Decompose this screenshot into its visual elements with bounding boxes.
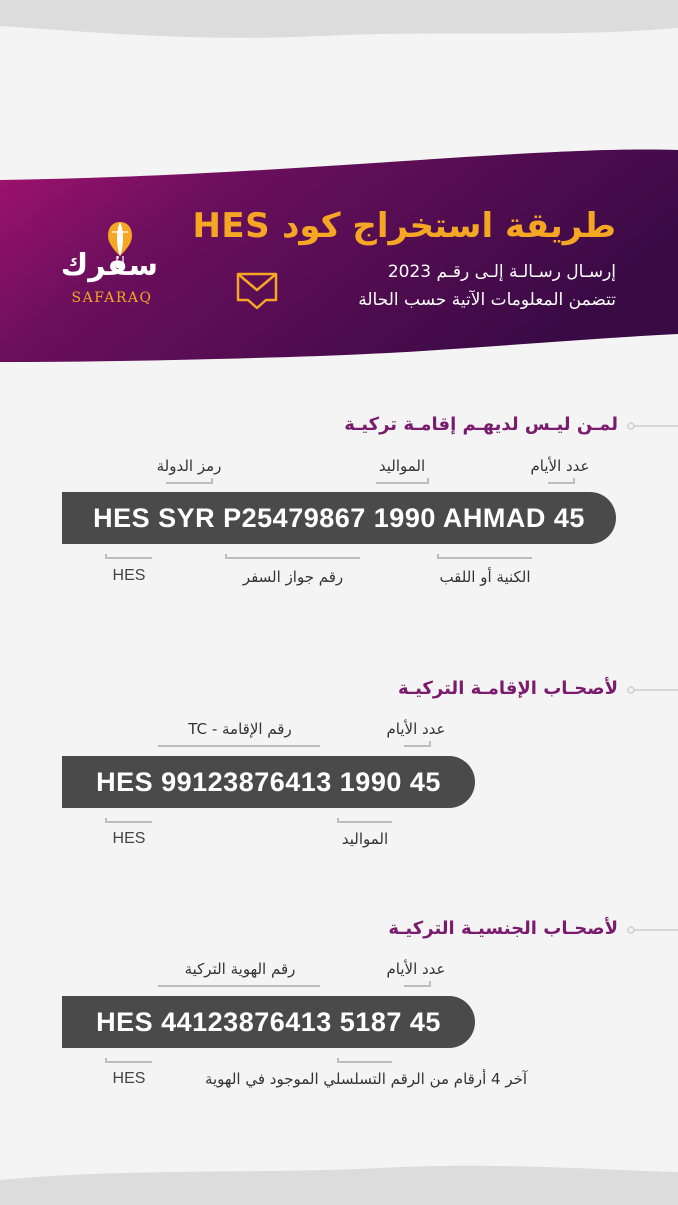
section-title-no-residence: لمـن ليـس لديهـم إقامـة تركيـة — [344, 414, 618, 435]
bottom-wave — [0, 1166, 678, 1205]
label-turkish-id-number: رقم الهوية التركية — [184, 960, 296, 978]
label-days: عدد الأيام — [386, 960, 446, 978]
label-hes: HES — [112, 1070, 146, 1087]
label-days: عدد الأيام — [530, 457, 590, 475]
label-surname: الكنية أو اللقب — [439, 568, 531, 586]
section-title-turkish-citizens: لأصحـاب الجنسيـة التركيـة — [388, 918, 618, 939]
label-passport-number: رقم جواز السفر — [242, 568, 344, 586]
code-example-1: HES SYR P25479867 1990 AHMAD 45 — [62, 492, 616, 544]
code-example-3: HES 44123876413 5187 45 — [62, 996, 475, 1048]
label-hes: HES — [112, 567, 146, 584]
label-birth-year: المواليد — [341, 830, 389, 848]
section-title-residence-holders: لأصحـاب الإقامـة التركيـة — [398, 678, 618, 699]
label-birth-year: المواليد — [378, 457, 426, 475]
label-hes: HES — [112, 830, 146, 847]
page-title: طريقة استخراج كود HES — [192, 206, 616, 246]
top-wave — [0, 0, 678, 38]
label-serial-last-4: آخر 4 أرقام من الرقم التسلسلي الموجود في الهوية — [204, 1070, 528, 1088]
code-example-2: HES 99123876413 1990 45 — [62, 756, 475, 808]
label-residence-number: رقم الإقامة - TC — [188, 720, 292, 738]
label-days: عدد الأيام — [386, 720, 446, 738]
label-country-code: رمز الدولة — [156, 457, 222, 475]
subtitle-line-2: تتضمن المعلومات الآتية حسب الحالة — [358, 290, 616, 310]
logo-english: SAFARAQ — [71, 290, 153, 306]
subtitle-line-1: إرسـال رسـالـة إلـى رقـم 2023 — [387, 262, 616, 282]
logo-arabic: سفرك — [60, 248, 158, 283]
